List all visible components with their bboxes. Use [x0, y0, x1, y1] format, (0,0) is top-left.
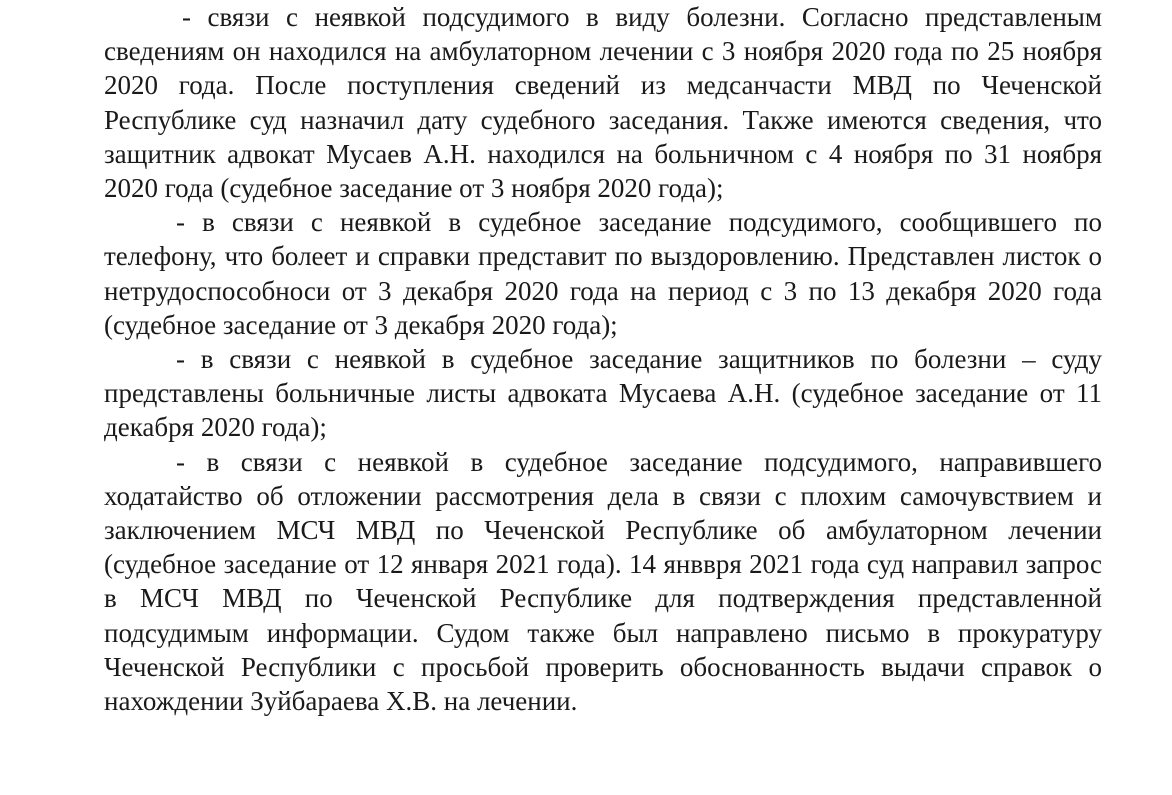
- paragraph-illness-november: - связи с неявкой подсудимого в виду болезни. Согласно представленым сведениям он находился на амбулаторном лечении с 3 ноября 2020 года по 25 ноября 2020 года. После поступления сведений из медсанчасти МВД по Чеченской Республике суд назначил дату судебного заседания. Также имеются сведения, что защитник адвокат Мусаев А.Н. находился на больничном с 4 ноября по 31 ноября 2020 года (судебное заседание от 3 ноября 2020 года);: [104, 2, 1102, 204]
- paragraph-illness-december: - в связи с неявкой в судебное заседание подсудимого, сообщившего по телефону, что болеет и справки представит по выздоровлению. Представлен листок о нетрудоспособноси от 3 декабря 2020 года на период с 3 по 13 декабря 2020 года (судебное заседание от 3 декабря 2020 года);: [104, 207, 1102, 340]
- paragraph-illness-january: - в связи с неявкой в судебное заседание подсудимого, направившего ходатайство об отложении рассмотрения дела в связи с плохим самочувствием и заключением МСЧ МВД по Чеченской Республике об амбулаторном лечении (судебное заседание от 12 января 2021 года). 14 янввря 2021 года суд направил запрос в МСЧ МВД по Чеченской Республике для подтверждения представленной подсудимым информации. Судом также был направлено письмо в прокуратуру Чеченской Республики с просьбой проверить обоснованность выдачи справок о нахождении Зуйбараева Х.В. на лечении.: [104, 446, 1102, 717]
- document-page: [104, 0, 1102, 718]
- paragraph-defenders-illness: - в связи с неявкой в судебное заседание защитников по болезни – суду представлены больничные листы адвоката Мусаева А.Н. (судебное заседание от 11 декабря 2020 года);: [104, 344, 1102, 443]
